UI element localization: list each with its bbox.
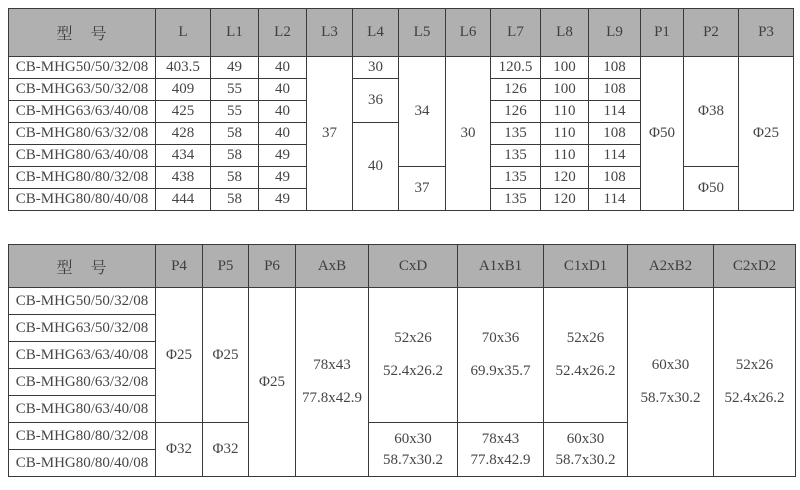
cell-CxD-merged: [369, 288, 458, 423]
cell-L2: 49: [259, 189, 307, 211]
cell-L1: 55: [211, 101, 259, 123]
cell-L9: 114: [589, 101, 641, 123]
cell-L6-merged: 30: [446, 57, 491, 211]
cell-L7: 135: [491, 123, 541, 145]
spec-table-dimensions-L: [8, 8, 794, 211]
cell-L4-merged: 40: [353, 123, 399, 211]
dimension-line: 78x43: [481, 430, 520, 447]
cell-model: CB-MHG50/50/32/08: [9, 57, 156, 79]
cell-L: 444: [156, 189, 211, 211]
cell-model: CB-MHG80/80/32/08: [9, 423, 156, 450]
t2-header-P5: P5: [203, 245, 249, 288]
cell-L2: 40: [259, 79, 307, 101]
cell-P5-merged: Φ32: [203, 423, 249, 477]
cell-L8: 110: [541, 145, 589, 167]
cell-L: 403.5: [156, 57, 211, 79]
cell-L8: 120: [541, 189, 589, 211]
cell-L7: 135: [491, 189, 541, 211]
cell-L1: 58: [211, 145, 259, 167]
dimension-line: 77.8x42.9: [470, 451, 531, 468]
t2-header-P6: P6: [249, 245, 296, 288]
cell-L9: 108: [589, 79, 641, 101]
cell-model: CB-MHG80/80/32/08: [9, 167, 156, 189]
dimension-line: 69.9x35.7: [470, 363, 531, 379]
t2-header-AxB: AxB: [296, 245, 369, 288]
t1-header-P2: P2: [684, 9, 739, 57]
t2-header-A2xB2: A2xB2: [628, 245, 714, 288]
cell-model: CB-MHG80/80/40/08: [9, 450, 156, 477]
dimension-line: 52x26: [735, 357, 774, 373]
cell-P6-merged: Φ25: [249, 288, 296, 477]
cell-A1xB1-merged: [458, 288, 544, 423]
cell-L9: 108: [589, 123, 641, 145]
cell-model: CB-MHG63/63/40/08: [9, 101, 156, 123]
t1-header-L5: L5: [399, 9, 446, 57]
cell-L: 434: [156, 145, 211, 167]
cell-C2xD2-merged: [714, 288, 796, 477]
dimension-line: 70x36: [481, 330, 520, 346]
t1-header-L1: L1: [211, 9, 259, 57]
cell-L2: 49: [259, 167, 307, 189]
t1-header-L8: L8: [541, 9, 589, 57]
table-row: [9, 288, 796, 315]
cell-C1xD1-merged: [544, 423, 628, 477]
t1-header-L: L: [156, 9, 211, 57]
cell-model: CB-MHG63/50/32/08: [9, 315, 156, 342]
cell-model: CB-MHG63/50/32/08: [9, 79, 156, 101]
cell-model: CB-MHG80/63/40/08: [9, 145, 156, 167]
cell-L9: 114: [589, 145, 641, 167]
t2-header-model: 型 号: [9, 245, 156, 288]
cell-L1: 58: [211, 189, 259, 211]
cell-L8: 120: [541, 167, 589, 189]
cell-L7: 135: [491, 145, 541, 167]
cell-CxD-merged: [369, 423, 458, 477]
t1-header-L3: L3: [307, 9, 353, 57]
t2-header-CxD: CxD: [369, 245, 458, 288]
dimension-line: 52.4x26.2: [383, 363, 443, 379]
dimension-line: 58.7x30.2: [555, 451, 616, 468]
cell-A1xB1-merged: [458, 423, 544, 477]
dimension-line: 60x30: [566, 430, 605, 447]
cell-model: CB-MHG63/63/40/08: [9, 342, 156, 369]
cell-L7: 135: [491, 167, 541, 189]
dimension-line: 52.4x26.2: [724, 390, 785, 406]
cell-P3-merged: Φ25: [739, 57, 794, 211]
cell-L: 428: [156, 123, 211, 145]
cell-model: CB-MHG80/80/40/08: [9, 189, 156, 211]
t1-header-P1: P1: [641, 9, 684, 57]
cell-L9: 114: [589, 189, 641, 211]
t2-header-C1xD1: C1xD1: [544, 245, 628, 288]
t1-header-model: 型 号: [9, 9, 156, 57]
cell-L3-merged: 37: [307, 57, 353, 211]
cell-L7: 120.5: [491, 57, 541, 79]
cell-P4-merged: Φ25: [156, 288, 203, 423]
t1-header-L7: L7: [491, 9, 541, 57]
cell-L5-merged: 37: [399, 167, 446, 211]
cell-L8: 100: [541, 79, 589, 101]
cell-L4-merged: 36: [353, 79, 399, 123]
cell-L4: 30: [353, 57, 399, 79]
cell-model: CB-MHG80/63/32/08: [9, 123, 156, 145]
t1-header-row: [9, 9, 794, 57]
dimension-line: 52x26: [394, 330, 432, 346]
cell-L8: 110: [541, 123, 589, 145]
cell-L1: 58: [211, 123, 259, 145]
t2-header-row: [9, 245, 796, 288]
cell-L5-merged: 34: [399, 57, 446, 167]
cell-L9: 108: [589, 57, 641, 79]
cell-L1: 55: [211, 79, 259, 101]
t1-header-P3: P3: [739, 9, 794, 57]
cell-P4-merged: Φ32: [156, 423, 203, 477]
table-row: [9, 57, 794, 79]
cell-L8: 100: [541, 57, 589, 79]
cell-L7: 126: [491, 101, 541, 123]
cell-L1: 58: [211, 167, 259, 189]
dimension-line: 52.4x26.2: [555, 363, 616, 379]
dimension-line: 58.7x30.2: [640, 390, 701, 406]
cell-L2: 49: [259, 145, 307, 167]
cell-L: 438: [156, 167, 211, 189]
t1-header-L2: L2: [259, 9, 307, 57]
t1-header-L4: L4: [353, 9, 399, 57]
dimension-line: 77.8x42.9: [302, 390, 362, 406]
t2-header-P4: P4: [156, 245, 203, 288]
dimension-line: 58.7x30.2: [383, 451, 443, 468]
cell-model: CB-MHG80/63/40/08: [9, 396, 156, 423]
cell-P2-merged: Φ50: [684, 167, 739, 211]
cell-L2: 40: [259, 101, 307, 123]
cell-model: CB-MHG80/63/32/08: [9, 369, 156, 396]
cell-L: 425: [156, 101, 211, 123]
cell-L: 409: [156, 79, 211, 101]
cell-A2xB2-merged: [628, 288, 714, 477]
cell-P2-merged: Φ38: [684, 57, 739, 167]
cell-AxB-merged: [296, 288, 369, 477]
cell-L2: 40: [259, 123, 307, 145]
spec-table-dimensions-P: [8, 244, 796, 477]
cell-P5-merged: Φ25: [203, 288, 249, 423]
dimension-line: 60x30: [651, 357, 690, 373]
cell-L1: 49: [211, 57, 259, 79]
cell-P1-merged: Φ50: [641, 57, 684, 211]
cell-L2: 40: [259, 57, 307, 79]
t2-header-A1xB1: A1xB1: [458, 245, 544, 288]
cell-L8: 110: [541, 101, 589, 123]
t2-header-C2xD2: C2xD2: [714, 245, 796, 288]
dimension-line: 78x43: [313, 357, 351, 373]
cell-C1xD1-merged: [544, 288, 628, 423]
cell-L9: 108: [589, 167, 641, 189]
t1-header-L9: L9: [589, 9, 641, 57]
t1-header-L6: L6: [446, 9, 491, 57]
dimension-line: 60x30: [394, 430, 432, 447]
dimension-line: 52x26: [566, 330, 605, 346]
cell-L7: 126: [491, 79, 541, 101]
cell-model: CB-MHG50/50/32/08: [9, 288, 156, 315]
